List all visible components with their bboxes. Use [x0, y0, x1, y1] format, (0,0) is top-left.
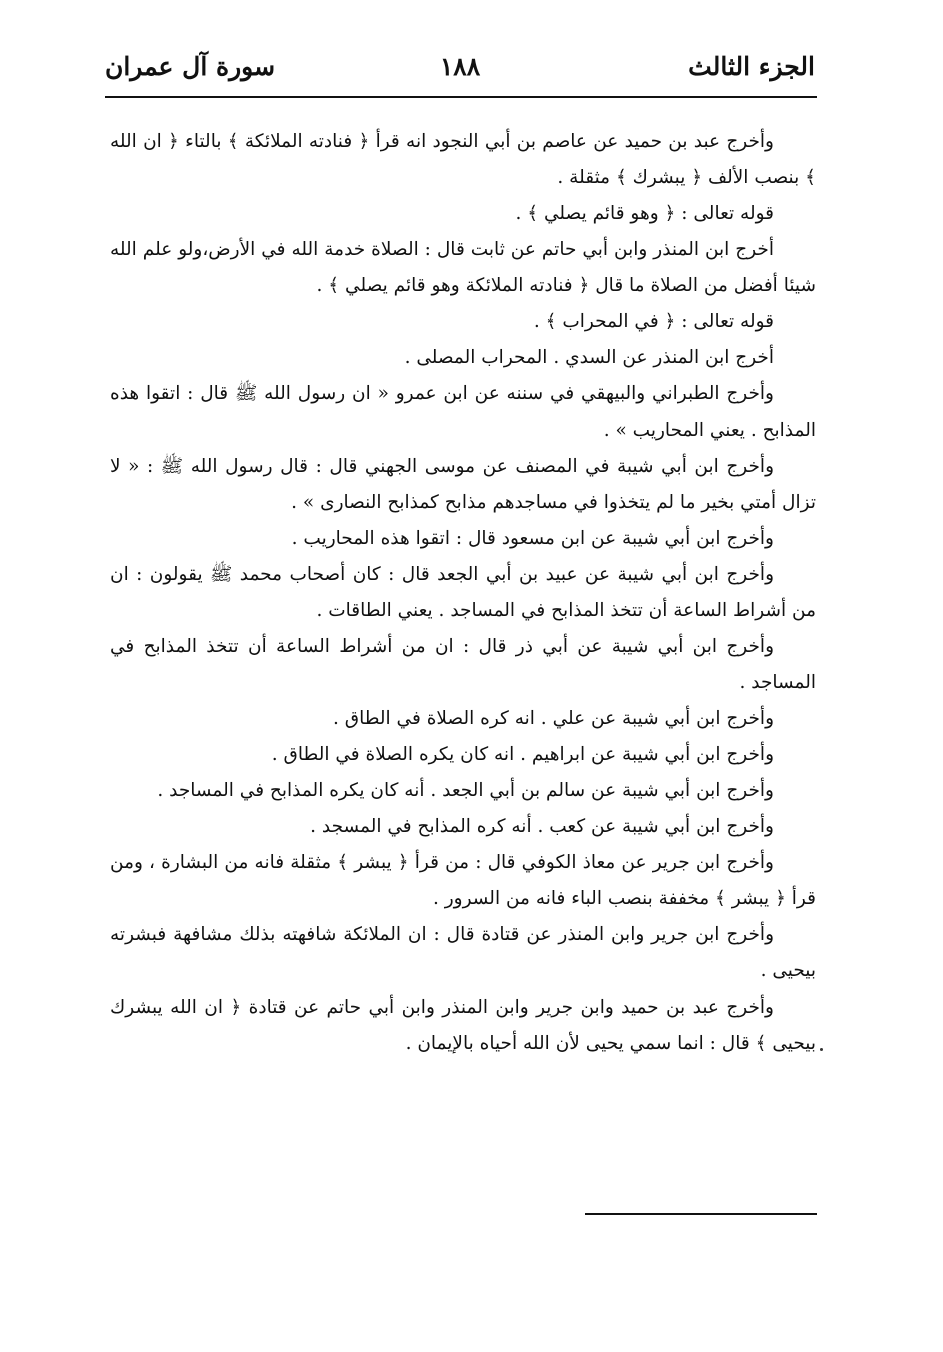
paragraph: وأخرج ابن جرير وابن المنذر عن قتادة قال : ان الملائكة شافهته بذلك مشافهة فبشرته بيحيى .	[110, 924, 816, 982]
paragraph: وأخرج ابن جرير عن معاذ الكوفي قال : من قرأ ﴿ يبشر ﴾ مثقلة فانه من البشارة ، ومن قرأ ﴿ يبشر ﴾ مخففة بنصب الباء فانه من السرور .	[110, 852, 816, 910]
paragraph: وأخرج ابن أبي شيبة عن علي . انه كره الصلاة في الطاق .	[332, 708, 774, 729]
paragraph: وأخرج ابن أبي شيبة عن سالم بن أبي الجعد . أنه كان يكره المذابح في المساجد .	[157, 780, 774, 802]
paragraph: أخرج ابن المنذر عن السدي . المحراب المصلى .	[404, 347, 774, 369]
paragraph: وأخرج عبد بن حميد عن عاصم بن أبي النجود انه قرأ ﴿ فنادته الملائكة ﴾ بالتاء ﴿ ان الله ﴾ بنصب الألف ﴿ يبشرك ﴾ مثقلة .	[110, 131, 816, 189]
running-header	[105, 52, 815, 92]
paragraph: وأخرج ابن أبي شيبة عن عبيد بن أبي الجعد قال : كان أصحاب محمد ﷺ يقولون : ان من أشراط الساعة أن تتخذ المذابح في المساجد . يعني الطاقات .	[110, 563, 816, 621]
verse-heading: قوله تعالى : ﴿ وهو قائم يصلي ﴾ .	[515, 203, 774, 225]
scan-speck	[820, 1048, 823, 1051]
page-number: ١٨٨	[439, 52, 481, 81]
surah-title: سورة آل عمران	[105, 52, 276, 81]
page-body	[110, 124, 816, 1062]
header-rule	[105, 96, 817, 98]
paragraph: وأخرج ابن أبي شيبة عن أبي ذر قال : ان من أشراط الساعة أن تتخذ المذابح في المساجد .	[110, 635, 816, 693]
paragraph: وأخرج ابن أبي شيبة عن ابن مسعود قال : اتقوا هذه المحاريب .	[291, 527, 774, 549]
paragraph: وأخرج ابن أبي شيبة عن ابراهيم . انه كان يكره الصلاة في الطاق .	[271, 744, 774, 766]
paragraph: أخرج ابن المنذر وابن أبي حاتم عن ثابت قال : الصلاة خدمة الله في الأرض،ولو علم الله شيئا أفضل من الصلاة ما قال ﴿ فنادته الملائكة وهو قائم يصلي ﴾ .	[110, 239, 816, 297]
paragraph: وأخرج الطبراني والبيهقي في سننه عن ابن عمرو « ان رسول الله ﷺ قال : اتقوا هذه المذابح . يعني المحاريب » .	[110, 383, 816, 441]
paragraph: وأخرج ابن أبي شيبة عن كعب . أنه كره المذابح في المسجد .	[310, 816, 774, 838]
verse-heading: قوله تعالى : ﴿ في المحراب ﴾ .	[533, 311, 774, 333]
footnote-rule	[585, 1213, 817, 1215]
paragraph: وأخرج عبد بن حميد وابن جرير وابن المنذر وابن أبي حاتم عن قتادة ﴿ ان الله يبشرك بيحيى ﴾ قال : انما سمي يحيى لأن الله أحياه بالإيمان .	[110, 996, 816, 1054]
part-title: الجزء الثالث	[688, 52, 815, 81]
paragraph: وأخرج ابن أبي شيبة في المصنف عن موسى الجهني قال : قال رسول الله ﷺ : « لا تزال أمتي بخير ما لم يتخذوا في مساجدهم مذابح كمذابح النصارى » .	[110, 455, 816, 513]
